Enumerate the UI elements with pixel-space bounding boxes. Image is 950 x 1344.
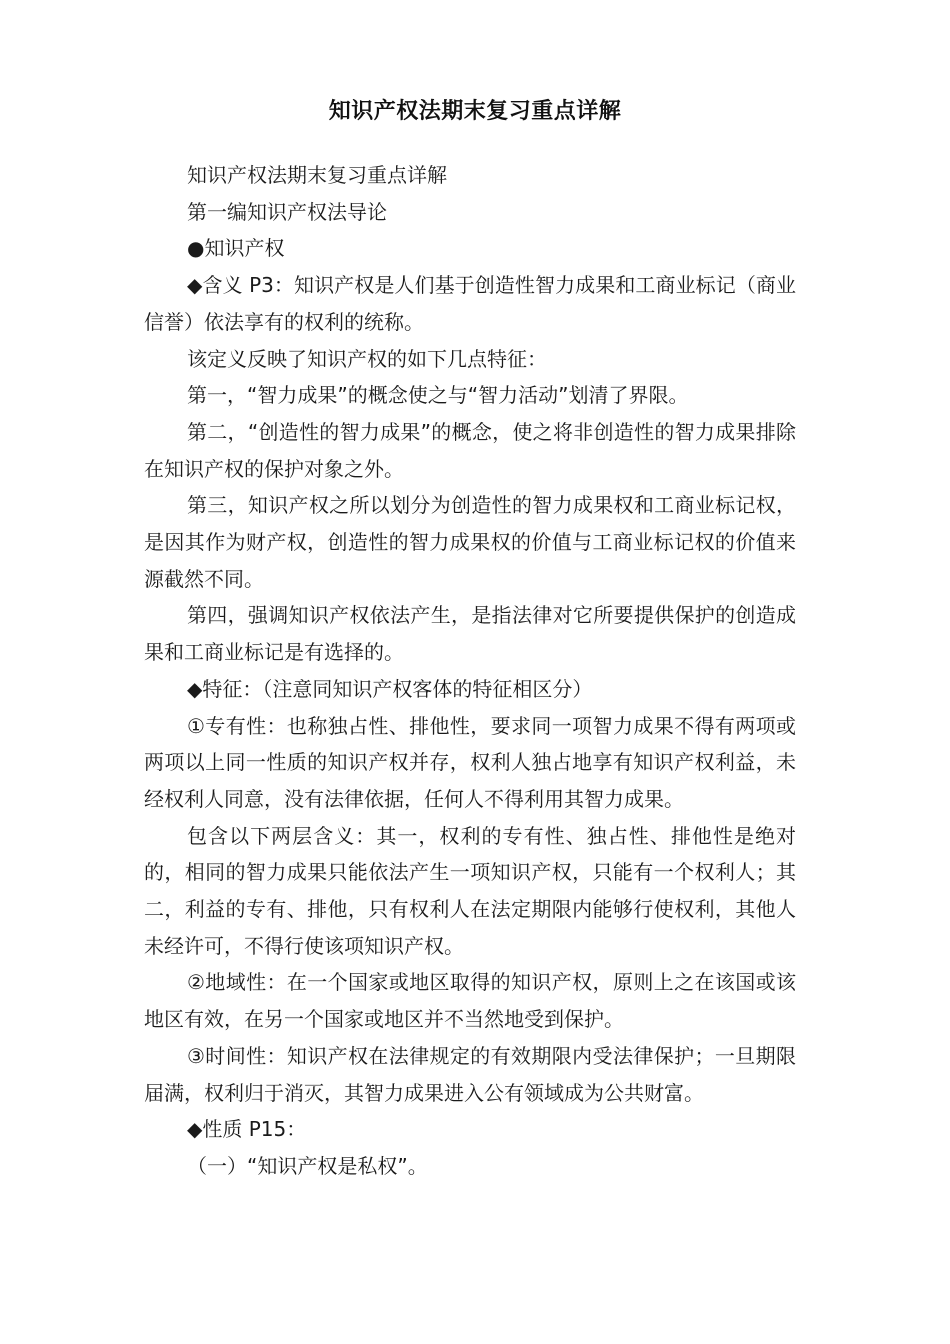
paragraph-section-bullet: ●知识产权 — [187, 236, 285, 261]
paragraph-private-right: （一）“知识产权是私权”。 — [187, 1153, 428, 1178]
paragraph-territoriality: ②地域性：在一个国家或地区取得的知识产权，原则上之在该国或该地区有效，在另一个国家或地区并不当然地受到保护。 — [144, 970, 796, 1032]
paragraph-third: 第三，知识产权之所以划分为创造性的智力成果权和工商业标记权，是因其作为财产权，创造性的智力成果权的价值与工商业标记权的价值来源截然不同。 — [144, 493, 796, 591]
paragraph-first: 第一，“智力成果”的概念使之与“智力活动”划清了界限。 — [187, 383, 689, 408]
paragraph-characteristics-heading: ◆特征：（注意同知识产权客体的特征相区分） — [187, 676, 593, 701]
paragraph-exclusivity: ①专有性：也称独占性、排他性，要求同一项智力成果不得有两项或两项以上同一性质的知识产权并存，权利人独占地享有知识产权利益，未经权利人同意，没有法律依据，任何人不得利用其智力成果。 — [144, 713, 796, 811]
paragraph-exclusivity-meaning: 包含以下两层含义：其一，权利的专有性、独占性、排他性是绝对的，相同的智力成果只能依法产生一项知识产权，只能有一个权利人；其二，利益的专有、排他，只有权利人在法定期限内能够行使权利，其他人未经许可，不得行使该项知识产权。 — [144, 823, 796, 958]
paragraph-timeliness: ③时间性：知识产权在法律规定的有效期限内受法律保护；一旦期限届满，权利归于消灭，其智力成果进入公有领域成为公共财富。 — [144, 1043, 796, 1105]
paragraph-features-intro: 该定义反映了知识产权的如下几点特征： — [187, 346, 547, 371]
paragraph-nature-heading: ◆性质 P15： — [187, 1117, 307, 1142]
paragraph-fourth: 第四，强调知识产权依法产生，是指法律对它所要提供保护的创造成果和工商业标记是有选择的。 — [144, 603, 796, 665]
paragraph-part-title: 第一编知识产权法导论 — [187, 199, 387, 224]
document-body — [144, 157, 796, 1185]
paragraph-definition: ◆含义 P3：知识产权是人们基于创造性智力成果和工商业标记（商业信誉）依法享有的权利的统称。 — [144, 273, 796, 334]
paragraph-heading: 知识产权法期末复习重点详解 — [187, 163, 447, 187]
page-title: 知识产权法期末复习重点详解 — [328, 99, 622, 124]
paragraph-second: 第二，“创造性的智力成果”的概念，使之将非创造性的智力成果排除在知识产权的保护对象之外。 — [144, 419, 796, 481]
